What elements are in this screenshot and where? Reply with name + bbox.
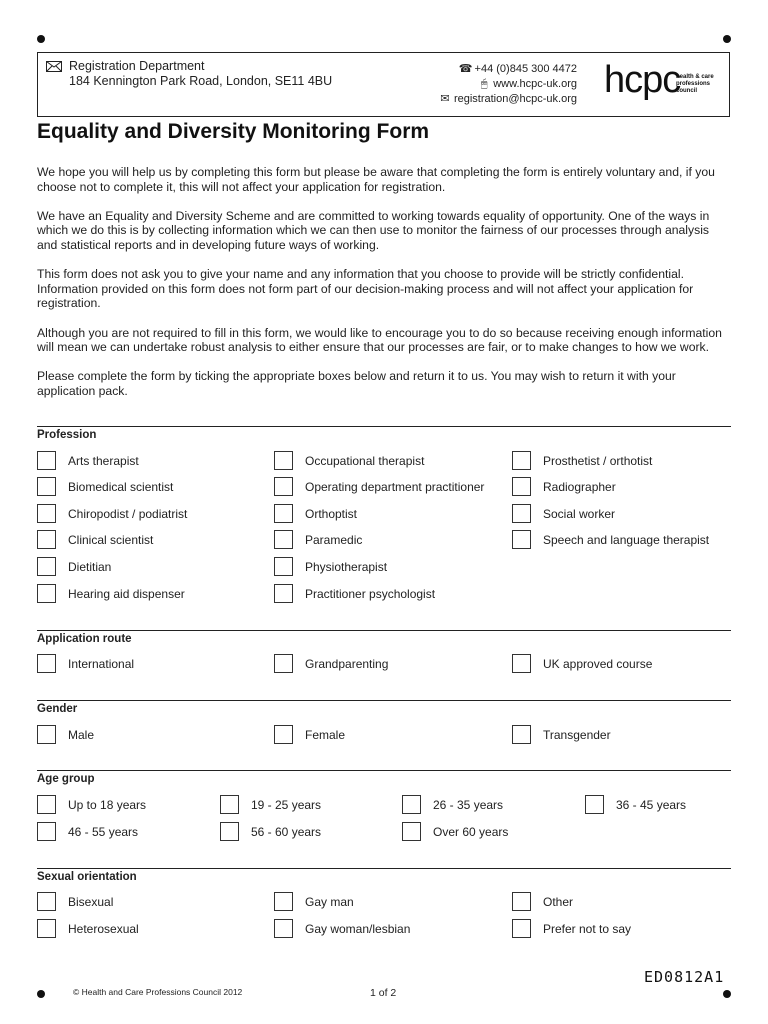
checkbox[interactable] [274, 530, 293, 549]
section-title: Sexual orientation [37, 871, 137, 883]
phone-number: +44 (0)845 300 4472 [474, 63, 577, 75]
divider [37, 770, 731, 771]
address-block [46, 59, 332, 89]
checkbox[interactable] [512, 654, 531, 673]
registration-dot [37, 990, 45, 998]
age-group-section [37, 770, 731, 785]
checkbox[interactable] [512, 725, 531, 744]
checkbox[interactable] [402, 795, 421, 814]
email-icon: ✉ [440, 93, 450, 105]
intro-paragraph: Please complete the form by ticking the appropriate boxes below and return it to us. You may wish to return it with your application pack. [37, 369, 676, 398]
checkbox[interactable] [274, 654, 293, 673]
envelope-icon [46, 61, 62, 76]
checkbox[interactable] [274, 725, 293, 744]
divider [37, 868, 731, 869]
website-link[interactable]: www.hcpc-uk.org [493, 78, 577, 90]
section-title: Age group [37, 773, 95, 785]
sexual-orientation-section [37, 868, 731, 883]
divider [37, 426, 731, 427]
checkbox[interactable] [37, 451, 56, 470]
section-title: Gender [37, 703, 78, 715]
checkbox[interactable] [37, 795, 56, 814]
checkbox[interactable] [274, 557, 293, 576]
checkbox[interactable] [37, 504, 56, 523]
intro-text [37, 165, 727, 413]
divider [37, 630, 731, 631]
checkbox[interactable] [512, 892, 531, 911]
checkbox[interactable] [274, 477, 293, 496]
checkbox[interactable] [512, 477, 531, 496]
checkbox[interactable] [402, 822, 421, 841]
phone-icon: ☎ [458, 63, 473, 75]
checkbox[interactable] [37, 584, 56, 603]
registration-dot [723, 35, 731, 43]
address-line: Registration Department [69, 59, 205, 73]
checkbox[interactable] [274, 584, 293, 603]
checkbox[interactable] [37, 557, 56, 576]
form-code: ED0812A1 [644, 968, 725, 986]
section-title: Profession [37, 429, 97, 441]
checkbox[interactable] [274, 892, 293, 911]
intro-paragraph: We hope you will help us by completing this form but please be aware that completing the form is entirely voluntary and, if you choose not to complete it, this will not affect your application for registration. [37, 165, 715, 194]
intro-paragraph: Although you are not required to fill in this form, we would like to encourage you to do so because receiving enough information will mean we can undertake robust analysis to either ensure that our processes are fair, or to make changes to how we work. [37, 325, 722, 355]
registration-dot [37, 35, 45, 43]
checkbox[interactable] [37, 477, 56, 496]
profession-section [37, 426, 731, 441]
page-number: 1 of 2 [370, 987, 397, 999]
address-line: 184 Kennington Park Road, London, SE11 4BU [69, 74, 333, 88]
divider [37, 700, 731, 701]
page-title: Equality and Diversity Monitoring Form [37, 120, 430, 143]
checkbox[interactable] [585, 795, 604, 814]
checkbox[interactable] [274, 504, 293, 523]
application-route-section [37, 630, 731, 645]
checkbox[interactable] [512, 451, 531, 470]
intro-paragraph: This form does not ask you to give your name and any information that you choose to provide will be strictly confidential. Information provided on this form does not form part of our decision-making process and will not affect your application for registration. [37, 267, 694, 311]
checkbox[interactable] [512, 530, 531, 549]
checkbox[interactable] [220, 822, 239, 841]
contact-details [436, 62, 577, 107]
checkbox[interactable] [37, 654, 56, 673]
checkbox[interactable] [37, 892, 56, 911]
checkbox[interactable] [37, 725, 56, 744]
copyright-text: © Health and Care Professions Council 2012 [73, 987, 243, 997]
mouse-icon: 🖱 [480, 78, 488, 90]
checkbox[interactable] [37, 822, 56, 841]
intro-paragraph: We have an Equality and Diversity Scheme and are committed to working towards equality of opportunity. One of the ways in which we do this is by collecting information which we can then use to monitor the fairness of our processes through analysis and statistical reports and in developing future ways of working. [37, 208, 710, 252]
checkbox[interactable] [274, 919, 293, 938]
checkbox[interactable] [512, 919, 531, 938]
email-link[interactable]: registration@hcpc-uk.org [453, 93, 577, 105]
checkbox[interactable] [37, 919, 56, 938]
checkbox[interactable] [220, 795, 239, 814]
contact-header [37, 52, 730, 117]
checkbox[interactable] [274, 451, 293, 470]
registration-dot [723, 990, 731, 998]
section-title: Application route [37, 633, 132, 645]
gender-section [37, 700, 731, 715]
hcpc-logo: hcpc health & care professions council [604, 59, 714, 101]
checkbox[interactable] [37, 530, 56, 549]
checkbox[interactable] [512, 504, 531, 523]
